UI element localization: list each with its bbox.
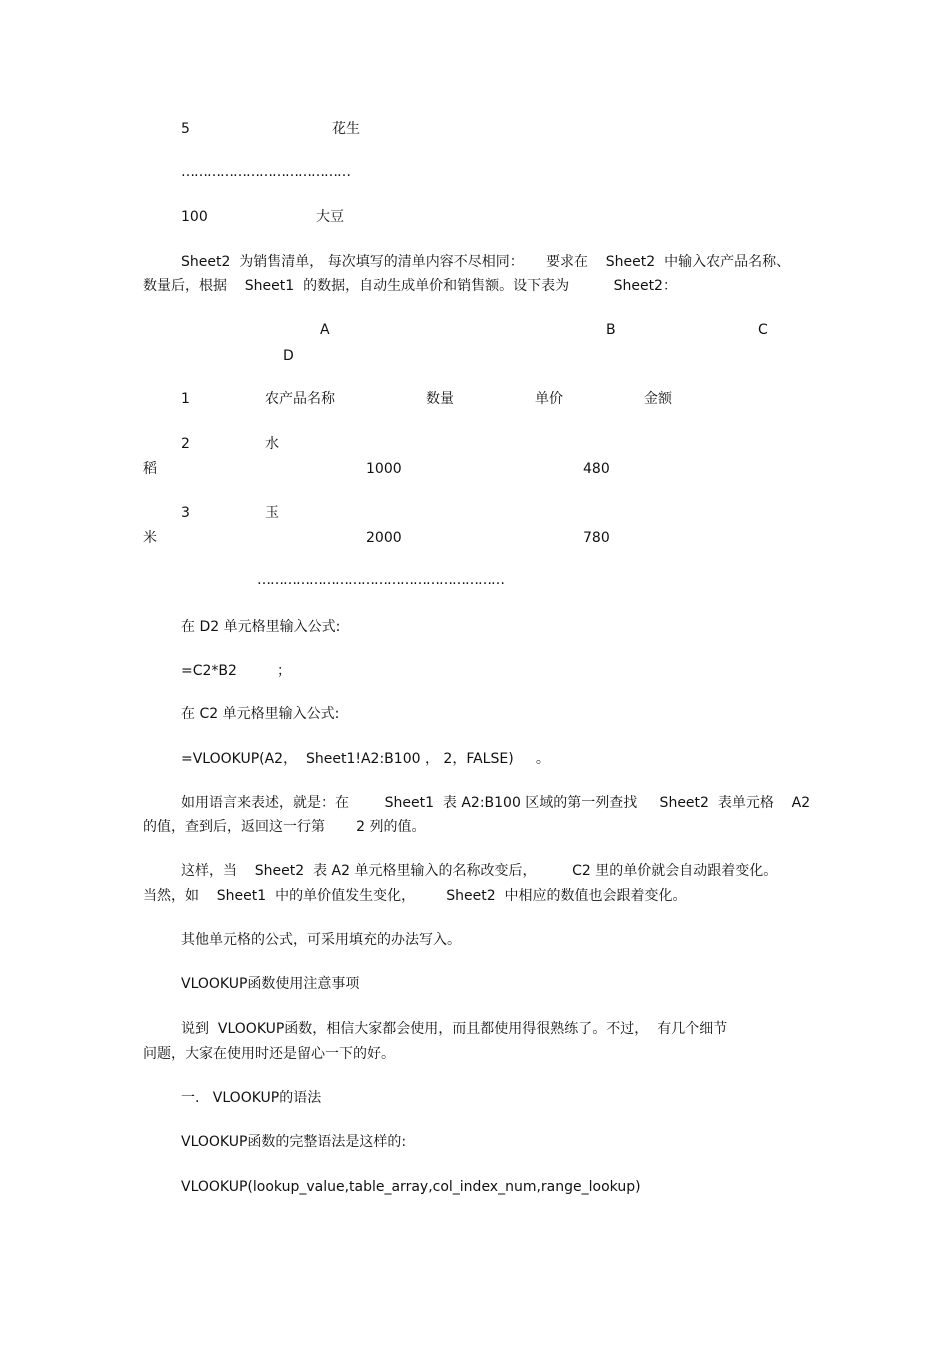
intro-line2: 问题，大家在使用时还是留心一下的好。 xyxy=(143,1046,395,1062)
column-label-c: C xyxy=(758,322,768,338)
row5-number: 5 xyxy=(181,121,190,137)
syntax-signature: VLOOKUP(lookup_value,table_array,col_index_num,range_lookup) xyxy=(181,1179,641,1195)
d2-formula: =C2*B2 ； xyxy=(181,663,291,679)
table-row2-price: 480 xyxy=(583,461,610,477)
ellipsis-top: ………………………………… xyxy=(181,164,350,180)
change-line1: 这样，当 Sheet2 表 A2 单元格里输入的名称改变后， C2 里的单价就会自动跟着变化。 xyxy=(181,863,778,879)
table-row3-name-part1: 玉 xyxy=(265,505,279,521)
row100-number: 100 xyxy=(181,209,208,225)
table-row2-number: 2 xyxy=(181,436,190,452)
explanation-line2: 的值，查到后，返回这一行第 2 列的值。 xyxy=(143,819,426,835)
table-row2-name-part1: 水 xyxy=(265,436,279,452)
syntax-intro: VLOOKUP函数的完整语法是这样的: xyxy=(181,1134,407,1150)
ellipsis-table: ………………………………………………… xyxy=(257,572,504,588)
c2-formula: =VLOOKUP(A2， Sheet1!A2:B100 ， 2，FALSE) 。 xyxy=(181,751,550,767)
notes-title: VLOOKUP函数使用注意事项 xyxy=(181,976,360,992)
column-label-b: B xyxy=(606,322,616,338)
column-label-d: D xyxy=(283,348,294,364)
section-heading-syntax: 一. VLOOKUP的语法 xyxy=(181,1090,322,1106)
column-label-a: A xyxy=(320,322,330,338)
table-row2-name-part2: 稻 xyxy=(143,461,157,477)
table-row3-number: 3 xyxy=(181,505,190,521)
explanation-line1: 如用语言来表述，就是：在 Sheet1 表 A2:B100 区域的第一列查找 Sheet2 表单元格 A2 xyxy=(181,795,811,811)
table-row3-price: 780 xyxy=(583,530,610,546)
row100-name: 大豆 xyxy=(316,209,344,225)
row5-name: 花生 xyxy=(332,121,360,137)
change-line2: 当然，如 Sheet1 中的单价值发生变化， Sheet2 中相应的数值也会跟着变化。 xyxy=(143,888,687,904)
header-unit-price: 单价 xyxy=(535,391,563,407)
header-quantity: 数量 xyxy=(426,391,454,407)
paragraph-sheet2-line2: 数量后，根据 Sheet1 的数据，自动生成单价和销售额。设下表为 Sheet2： xyxy=(143,278,677,294)
header-amount: 金额 xyxy=(644,391,672,407)
table-row3-name-part2: 米 xyxy=(143,530,157,546)
paragraph-sheet2-line1: Sheet2 为销售清单， 每次填写的清单内容不尽相同： 要求在 Sheet2 中输入农产品名称、 xyxy=(181,254,791,270)
fill-note: 其他单元格的公式，可采用填充的办法写入。 xyxy=(181,932,461,948)
intro-line1: 说到 VLOOKUP函数，相信大家都会使用，而且都使用得很熟练了。不过， 有几个细节 xyxy=(181,1021,728,1037)
table-row2-quantity: 1000 xyxy=(366,461,402,477)
d2-formula-intro: 在 D2 单元格里输入公式: xyxy=(181,619,341,635)
c2-formula-intro: 在 C2 单元格里输入公式: xyxy=(181,706,340,722)
table-row3-quantity: 2000 xyxy=(366,530,402,546)
header-row-number: 1 xyxy=(181,391,190,407)
header-product-name: 农产品名称 xyxy=(265,391,335,407)
